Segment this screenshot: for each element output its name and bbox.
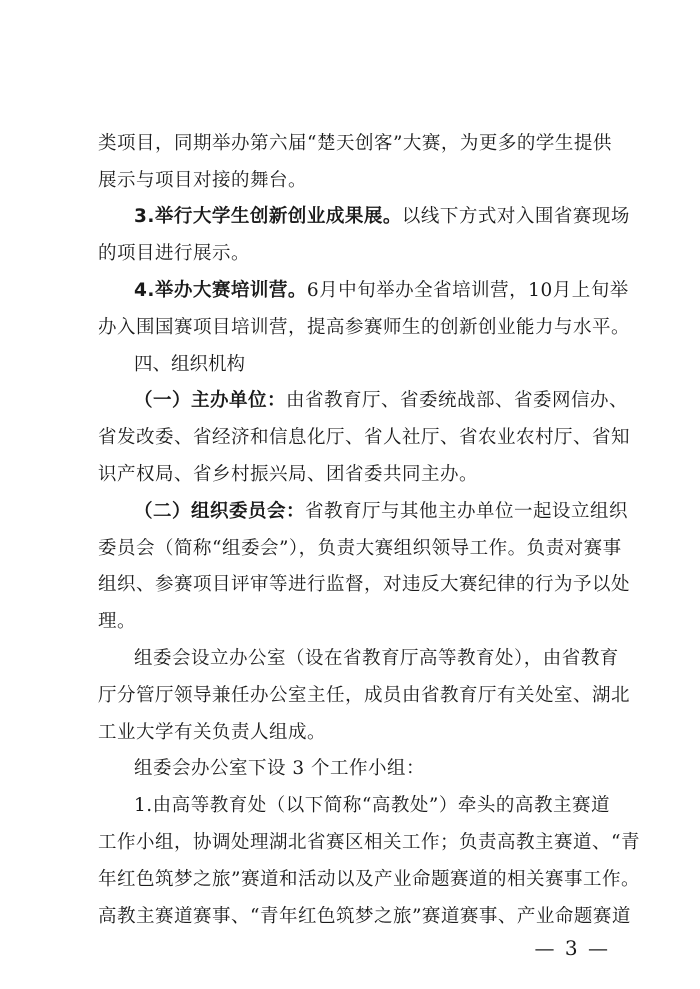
paragraph-line: （二）组织委员会：省教育厅与其他主办单位一起设立组织 [134, 501, 629, 522]
item-heading: 4.举办大赛培训营。 [134, 280, 307, 301]
paragraph-line: 3.举行大学生创新创业成果展。以线下方式对入围省赛现场 [134, 206, 630, 227]
paragraph-line: 高教主赛道赛事、“青年红色筑梦之旅”赛道赛事、产业命题赛道 [98, 906, 631, 927]
item-heading: （一）主办单位： [134, 390, 287, 411]
paragraph-line: 类项目，同期举办第六届“楚天创客”大赛，为更多的学生提供 [98, 133, 612, 154]
paragraph-line: 识产权局、省乡村振兴局、团省委共同主办。 [98, 464, 479, 485]
paragraph-line: 厅分管厅领导兼任办公室主任，成员由省教育厅有关处室、湖北 [98, 685, 631, 706]
item-heading: （二）组织委员会： [134, 501, 306, 522]
paragraph-line: 的项目进行展示。 [98, 243, 251, 264]
paragraph-line: 省发改委、省经济和信息化厅、省人社厅、省农业农村厅、省知 [98, 427, 631, 448]
paragraph-line: 4.举办大赛培训营。6月中旬举办全省培训营，10月上旬举 [134, 280, 629, 301]
paragraph-line: 1.由高等教育处（以下简称“高教处”）牵头的高教主赛道 [134, 795, 610, 816]
paragraph-line: （一）主办单位：由省教育厅、省委统战部、省委网信办、 [134, 390, 629, 411]
page-number: — 3 — [534, 936, 610, 960]
section-heading: 四、组织机构 [134, 354, 246, 375]
paragraph-line: 组委会设立办公室（设在省教育厅高等教育处），由省教育 [134, 648, 619, 669]
paragraph-line: 组委会办公室下设 3 个工作小组： [134, 758, 426, 779]
paragraph-line: 展示与项目对接的舞台。 [98, 170, 308, 191]
paragraph-line: 工作小组，协调处理湖北省赛区相关工作；负责高教主赛道、“青 [98, 832, 640, 853]
paragraph-line: 理。 [98, 611, 137, 632]
paragraph-line: 委员会（简称“组委会”），负责大赛组织领导工作。负责对赛事 [98, 538, 622, 559]
paragraph-line: 年红色筑梦之旅”赛道和活动以及产业命题赛道的相关赛事工作。 [98, 869, 640, 890]
paragraph-line: 组织、参赛项目评审等进行监督，对违反大赛纪律的行为予以处 [98, 574, 631, 595]
paragraph-line: 工业大学有关负责人组成。 [98, 722, 327, 743]
paragraph-line: 办入围国赛项目培训营，提高参赛师生的创新创业能力与水平。 [98, 317, 631, 338]
item-heading: 3.举行大学生创新创业成果展。 [134, 206, 402, 227]
